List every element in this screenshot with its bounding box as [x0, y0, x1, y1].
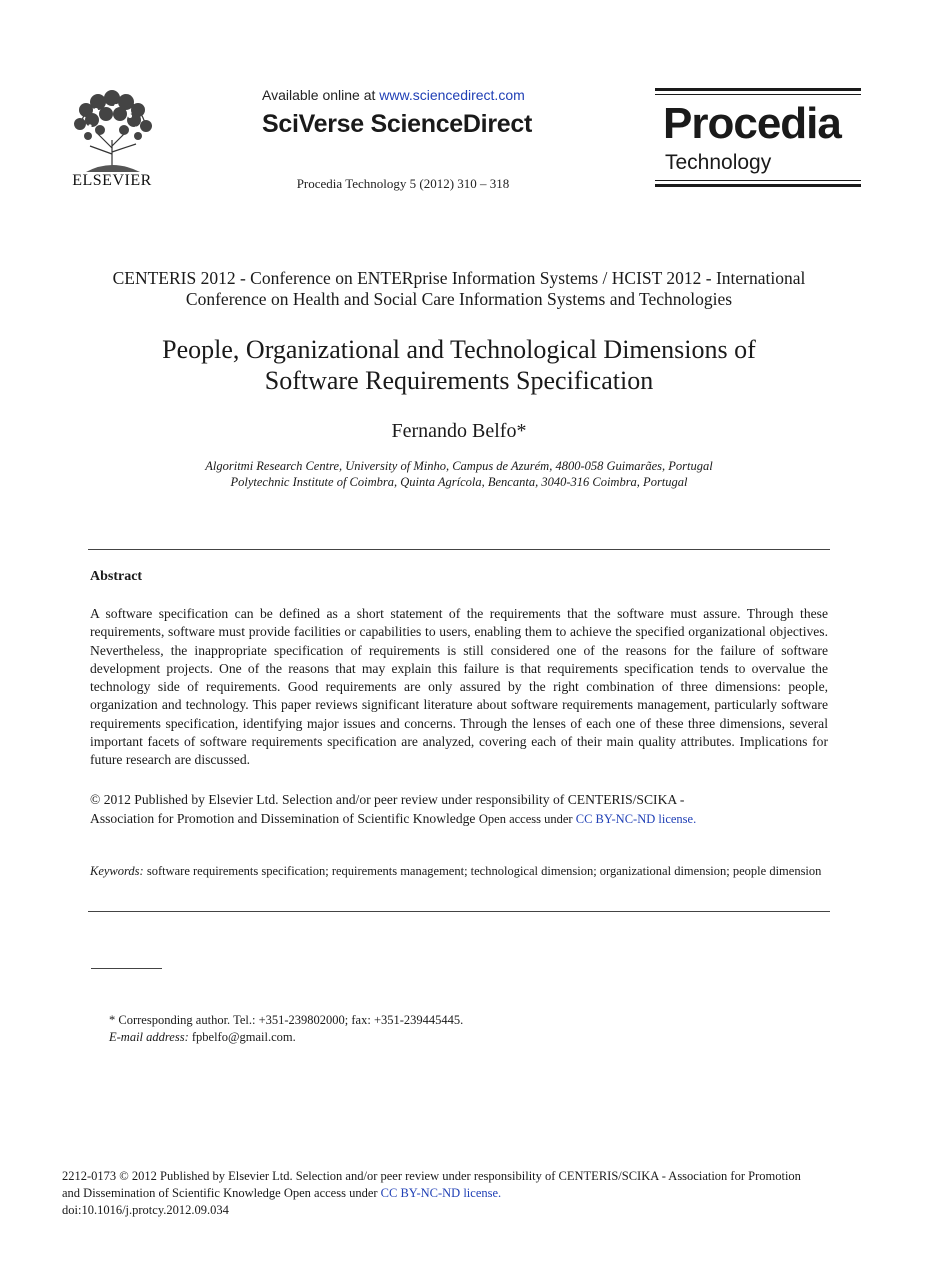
paper-title — [60, 334, 858, 396]
bottom-license-link[interactable]: CC BY-NC-ND license. — [380, 1186, 502, 1200]
divider-top — [88, 549, 830, 550]
copyright-line: © 2012 Published by Elsevier Ltd. Selection and/or peer review under responsibility of CENTERIS/SCIKA - — [90, 792, 685, 807]
available-prefix: Available online at — [262, 87, 380, 103]
copyright-text: Association for Promotion and Dissemination of Scientific Knowledge — [90, 811, 476, 826]
affiliation-line: Algoritmi Research Centre, University of Minho, Campus de Azurém, 4800-058 Guimarães, Portugal — [205, 459, 713, 473]
keywords — [90, 863, 828, 880]
title-line: Software Requirements Specification — [264, 366, 654, 395]
author-name: Fernando Belfo* — [391, 420, 527, 442]
elsevier-tree-icon — [66, 88, 158, 172]
email-line — [109, 1029, 463, 1046]
procedia-top-thin-rule — [655, 94, 861, 95]
conference-line: Conference on Health and Social Care Information Systems and Technologies — [185, 289, 733, 309]
bottom-line-2 — [62, 1185, 862, 1202]
copyright-line-2 — [90, 809, 828, 829]
doi: doi:10.1016/j.protcy.2012.09.034 — [62, 1203, 229, 1217]
corresponding-author: * Corresponding author. Tel.: +351-239802000; fax: +351-239445445. — [109, 1013, 464, 1027]
email-label: E-mail address: — [109, 1030, 189, 1044]
conference-line: CENTERIS 2012 - Conference on ENTERprise Information Systems / HCIST 2012 - International — [112, 268, 806, 288]
footnote — [109, 1012, 463, 1046]
procedia-logo — [655, 88, 861, 190]
email-address[interactable]: fpbelfo@gmail.com. — [188, 1030, 296, 1044]
elsevier-wordmark: ELSEVIER — [72, 172, 152, 189]
procedia-subtitle: Technology — [665, 151, 772, 174]
keywords-label: Keywords: — [90, 864, 144, 878]
affiliation-line: Polytechnic Institute of Coimbra, Quinta Agrícola, Bencanta, 3040-316 Coimbra, Portugal — [230, 475, 688, 489]
title-line: People, Organizational and Technological Dimensions of — [162, 335, 756, 364]
procedia-top-rule — [655, 88, 861, 91]
bottom-copyright — [62, 1168, 862, 1219]
keywords-text: software requirements specification; requirements management; technological dimension; organizational dimension; people dimension — [143, 864, 822, 878]
available-online — [262, 87, 525, 103]
affiliations — [60, 458, 858, 490]
sciverse-logo: SciVerse ScienceDirect — [262, 110, 532, 138]
open-access-text: Open access under — [478, 812, 576, 826]
bottom-line: 2212-0173 © 2012 Published by Elsevier Ltd. Selection and/or peer review under responsibility of CENTERIS/SCIKA - Association for Promotion — [62, 1169, 801, 1183]
procedia-title: Procedia — [663, 99, 841, 148]
abstract-text: A software specification can be defined as a short statement of the requirements that the software must assure. Through these requirements, software must provide facilities or capabilities to users, enabling them to achieve the specified organizational objectives. Nevertheless, the inappropriate specification of requirements is still considered one of the reasons for the failure of software development projects. One of the reasons that may explain this failure is that requirements specification tends to overvalue the technology side of requirements. Good requirements are only assured by the right combination of three dimensions: people, organization and technology. This paper reviews significant literature about software requirements management, particularly software requirements specification, identifying major issues and concerns. Through the lenses of each one of these three dimensions, several important facets of software requirements specification are analyzed, covering each of their main quality attributes. Implications for future research are discussed. — [90, 606, 828, 768]
bottom-open-access: Open access under — [283, 1186, 381, 1200]
bottom-text: and Dissemination of Scientific Knowledge — [62, 1186, 281, 1200]
journal-citation: Procedia Technology 5 (2012) 310 – 318 — [296, 176, 510, 191]
procedia-bottom-rule — [655, 184, 861, 187]
conference-name — [60, 268, 858, 310]
procedia-bottom-thin-rule — [655, 180, 861, 181]
divider-bottom — [88, 911, 830, 912]
license-link[interactable]: CC BY-NC-ND license. — [575, 812, 697, 826]
copyright-notice — [90, 790, 828, 829]
abstract-heading: Abstract — [90, 569, 143, 584]
footnote-rule — [91, 968, 162, 969]
sciencedirect-link[interactable]: www.sciencedirect.com — [379, 87, 525, 103]
